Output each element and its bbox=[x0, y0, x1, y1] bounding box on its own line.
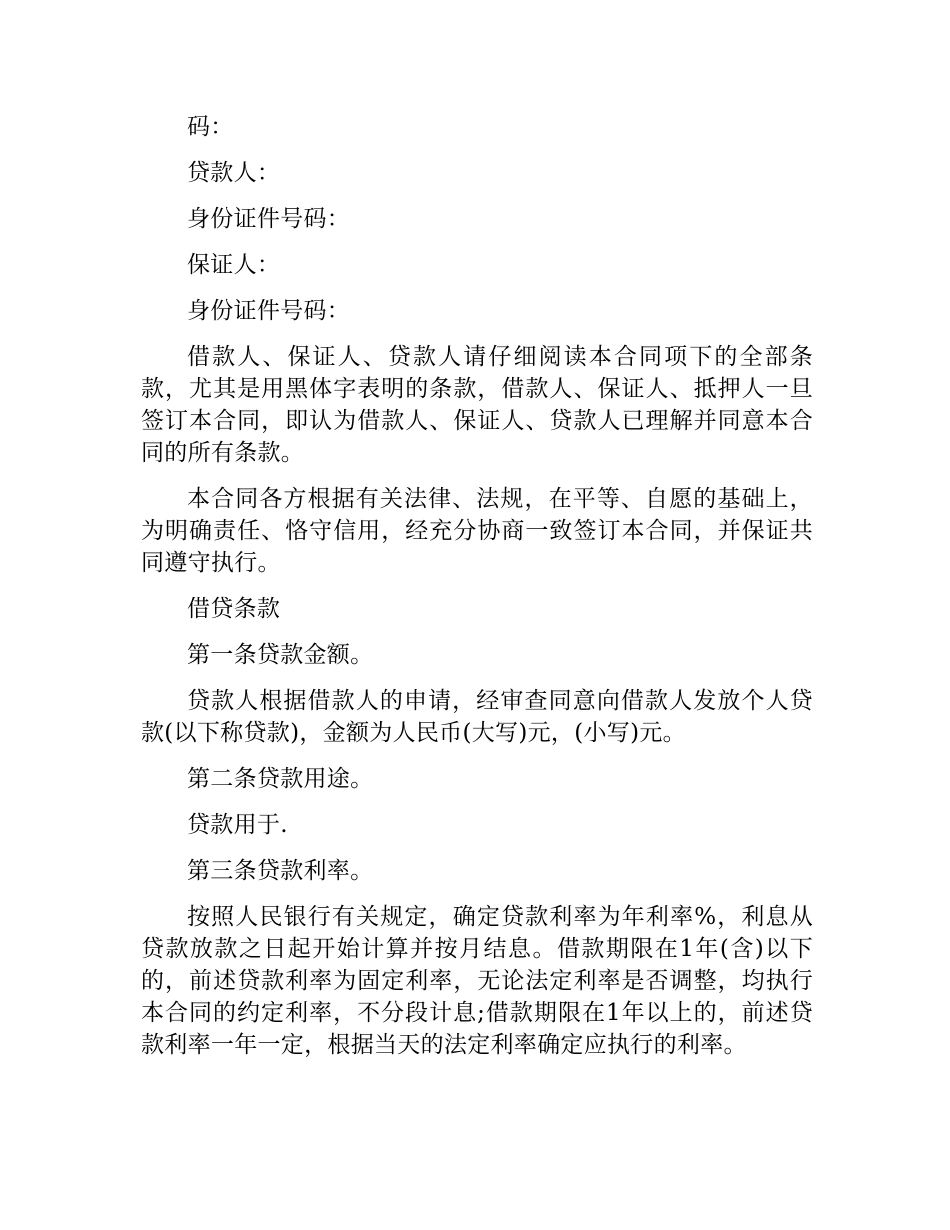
article-2-body: 贷款用于. bbox=[187, 812, 288, 838]
paragraph-lender-label: 贷款人： bbox=[187, 160, 281, 186]
article-1-body: 贷款人根据借款人的申请，经审查同意向借款人发放个人贷款(以下称贷款)，金额为人民币(大写)元，(小写)元。 bbox=[141, 688, 813, 746]
article-3-body: 按照人民银行有关规定，确定贷款利率为年利率%，利息从贷款放款之日起开始计算并按月结息。借款期限在1年(含)以下的，前述贷款利率为固定利率，无论法定利率是否调整，均执行本合同的约定利率，不分段计息;借款期限在1年以上的，前述贷款利率一年一定，根据当天的法定利率确定应执行的利率。 bbox=[141, 904, 813, 1058]
document-page bbox=[141, 111, 813, 1075]
paragraph-agreement-basis: 本合同各方根据有关法律、法规，在平等、自愿的基础上，为明确责任、恪守信用，经充分协商一致签订本合同，并保证共同遵守执行。 bbox=[141, 486, 813, 576]
article-2-heading: 第二条贷款用途。 bbox=[187, 766, 374, 792]
section-heading-loan-terms: 借贷条款 bbox=[187, 596, 281, 622]
paragraph-lender-id-label: 身份证件号码： bbox=[187, 206, 351, 232]
article-3-heading: 第三条贷款利率。 bbox=[187, 858, 374, 884]
paragraph-id-number-tail: 码： bbox=[187, 114, 234, 140]
paragraph-guarantor-id-label: 身份证件号码： bbox=[187, 298, 351, 324]
article-1-heading: 第一条贷款金额。 bbox=[187, 642, 374, 668]
paragraph-reading-notice: 借款人、保证人、贷款人请仔细阅读本合同项下的全部条款，尤其是用黑体字表明的条款，借款人、保证人、抵押人一旦签订本合同，即认为借款人、保证人、贷款人已理解并同意本合同的所有条款。 bbox=[141, 344, 813, 466]
paragraph-guarantor-label: 保证人： bbox=[187, 252, 281, 278]
